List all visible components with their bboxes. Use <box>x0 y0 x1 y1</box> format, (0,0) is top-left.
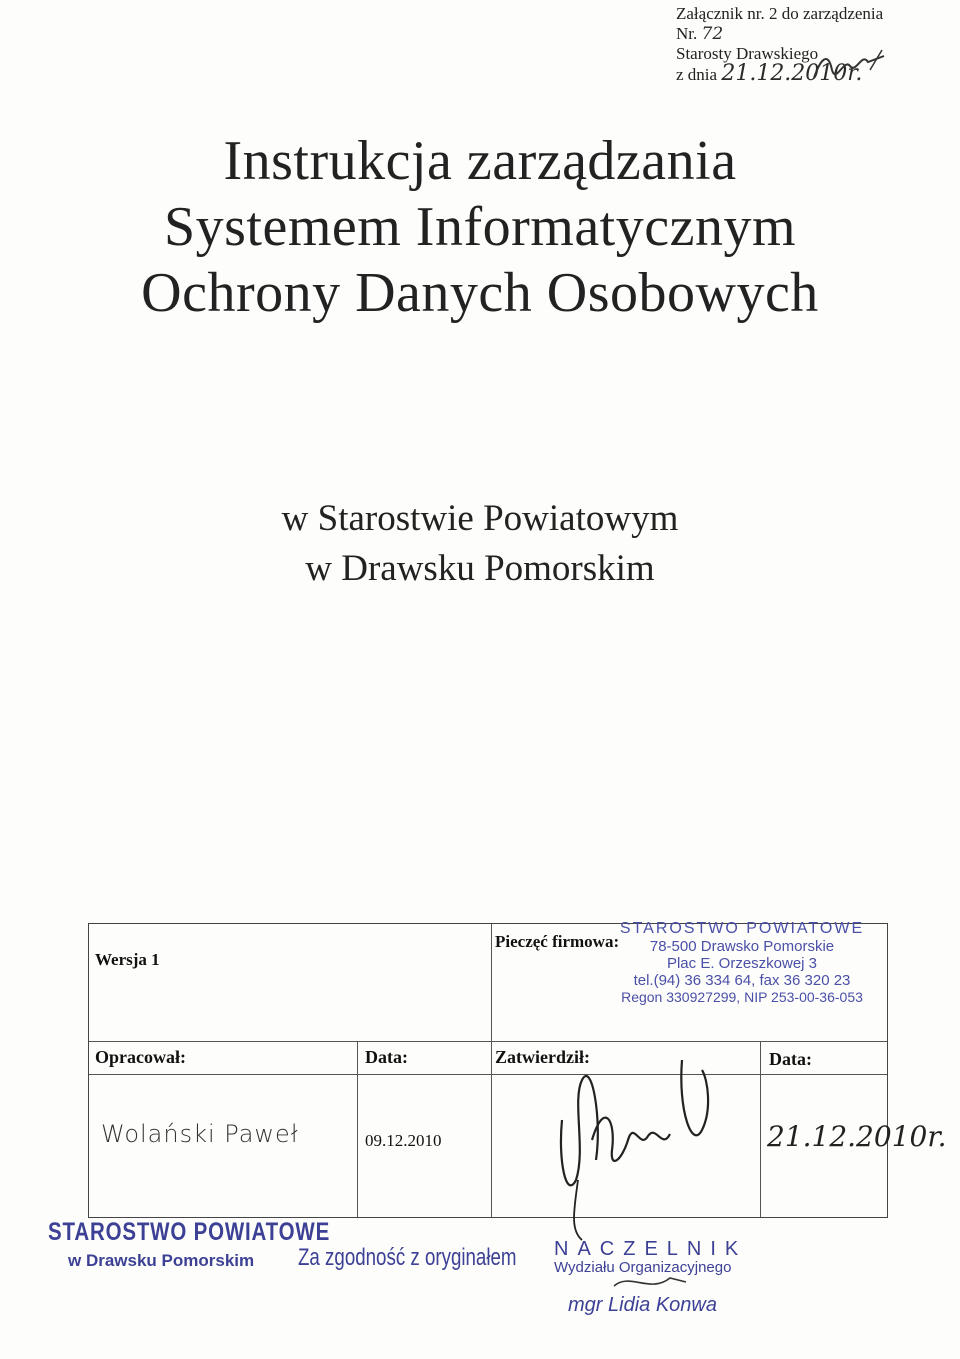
annex-number-label: Nr. <box>676 24 702 43</box>
company-stamp-line-1: STAROSTWO POWIATOWE <box>619 920 865 937</box>
approver-signature-icon <box>552 1040 732 1250</box>
annex-line-1: Załącznik nr. 2 do zarządzenia <box>676 4 884 23</box>
company-stamp <box>607 920 877 1005</box>
title-line-2: Systemem Informatycznym <box>163 196 796 258</box>
document-title <box>0 128 960 326</box>
annex-date-label: z dnia <box>676 65 722 84</box>
annex-date-handwritten: 21.12.2010r. <box>721 61 863 86</box>
approved-date-label: Data: <box>769 1049 812 1069</box>
table-divider-horizontal-1 <box>89 1041 887 1042</box>
prepared-by-handwritten: Wolański Paweł <box>101 1120 299 1148</box>
approved-date-handwritten: 21.12.2010r. <box>767 1120 947 1153</box>
title-line-1: Instrukcja zarządzania <box>223 130 737 192</box>
company-stamp-line-2: 78-500 Drawsko Pomorskie <box>649 938 835 955</box>
annex-signature-icon <box>810 40 890 90</box>
chief-name: mgr Lidia Konwa <box>568 1294 717 1316</box>
prepared-date-label: Data: <box>365 1047 408 1067</box>
approved-by-label: Zatwierdził: <box>495 1047 590 1067</box>
prepared-date-value: 09.12.2010 <box>365 1131 442 1150</box>
annex-number-handwritten: 72 <box>701 24 724 44</box>
chief-signature-icon <box>610 1268 690 1298</box>
version-label: Wersja 1 <box>95 950 160 969</box>
company-stamp-line-3: Plac E. Orzeszkowej 3 <box>666 955 818 972</box>
subtitle-line-1: w Starostwie Powiatowym <box>281 498 679 539</box>
chief-department: Wydziału Organizacyjnego <box>554 1259 732 1276</box>
table-divider-vertical-middle <box>491 924 492 1217</box>
company-stamp-label: Pieczęć firmowa: <box>495 932 620 951</box>
document-subtitle <box>0 494 960 594</box>
title-line-3: Ochrony Danych Osobowych <box>141 262 819 324</box>
approval-table <box>88 920 947 1218</box>
prepared-by-label: Opracował: <box>95 1047 186 1067</box>
certification-stamp: Za zgodność z oryginałem <box>298 1244 517 1271</box>
company-stamp-line-4: tel.(94) 36 334 64, fax 36 320 23 <box>633 972 851 989</box>
chief-title: NACZELNIK <box>554 1238 748 1260</box>
table-divider-vertical-left <box>357 1041 358 1217</box>
annex-line-3: Starosty Drawskiego <box>676 44 819 63</box>
footer-stamp-line-2: w Drawsku Pomorskim <box>68 1251 255 1270</box>
company-stamp-line-5: Regon 330927299, NIP 253-00-36-053 <box>621 989 863 1005</box>
footer-stamp-line-1: STAROSTWO POWIATOWE <box>48 1218 331 1246</box>
subtitle-line-2: w Drawsku Pomorskim <box>305 548 655 589</box>
table-divider-horizontal-2 <box>89 1074 887 1075</box>
table-divider-vertical-right <box>760 1041 761 1217</box>
